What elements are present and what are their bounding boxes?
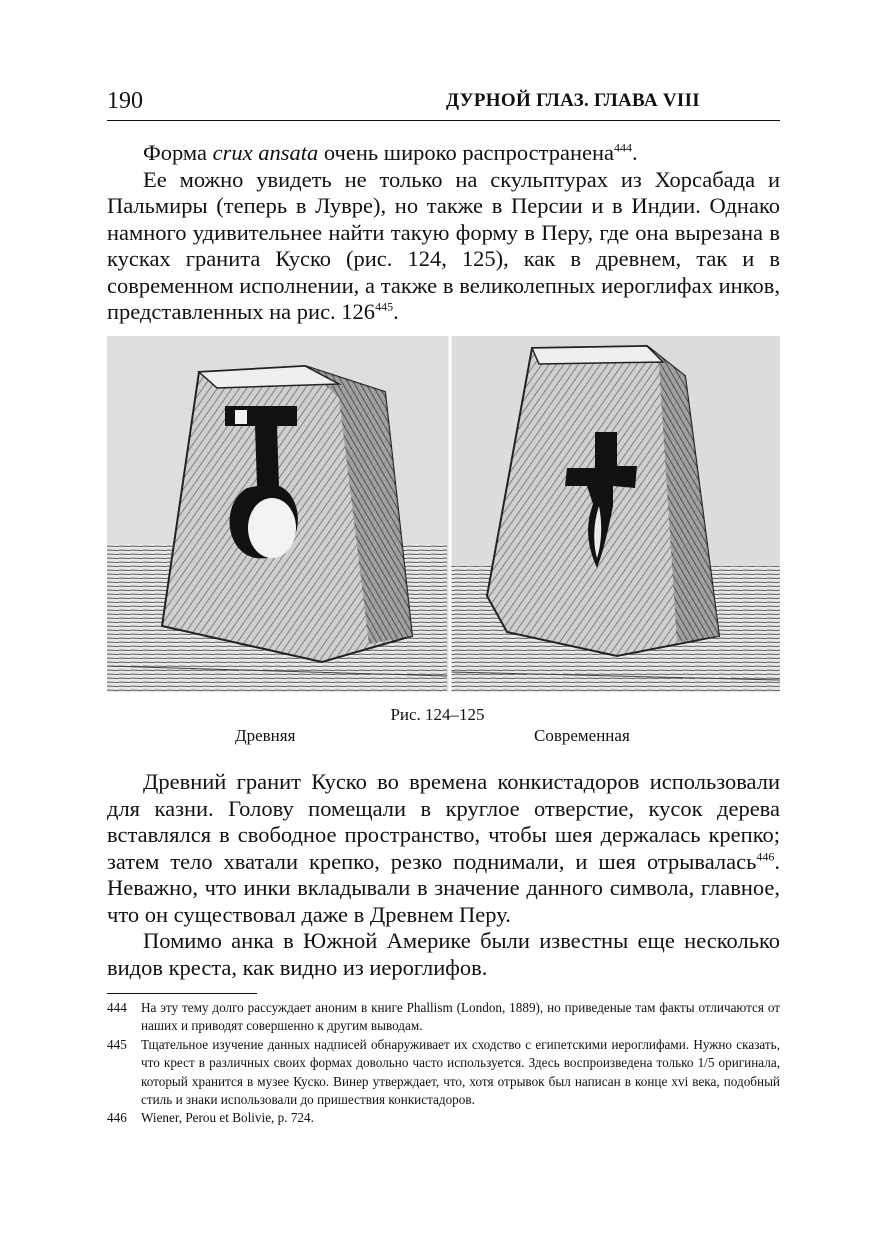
footnote-446 — [107, 1109, 780, 1127]
figure-label-modern: Современная — [534, 726, 630, 745]
paragraph-2: Ее можно увидеть не только на скульптурах из Хорсабада и Пальмиры (теперь в Лувре), но также в Персии и в Индии. Однако намного удивительнее найти такую форму в Перу, где она вырезана в кусках гранита Куско (рис. 124, 125), как в древнем, так и в современном исполнении, а также в великолепных иероглифах инков, представленных на рис. $126^{445}$. — [107, 166, 780, 324]
footnote-text: На эту тему долго рассуждает аноним в книге Phallism (London, 1889), но приведеные там факты отличаются от наших и приводят совершенно к другим выводам. — [141, 1000, 780, 1034]
figure-stone-ankh-images — [107, 336, 780, 692]
stone-illustration — [107, 336, 780, 692]
footnote-ref-446[interactable]: 446 — [756, 849, 775, 863]
text-after-figure — [107, 769, 780, 981]
footnote-number: 445 — [107, 1036, 127, 1052]
footnote-444 — [107, 999, 780, 1036]
footnote-ref-445[interactable]: 445 — [375, 299, 394, 314]
footnote-divider — [107, 993, 257, 994]
footnote-ref-444[interactable]: 444 — [614, 140, 633, 155]
latin-term: crux ansata — [212, 140, 319, 165]
footnote-text: Тщательное изучение данных надписей обнаруживает их сходство с египетскими иероглифами. Нужно сказать, что крест в различных своих формах довольно часто используется. Здесь воспроизведена только 1/5 оригинала, который хранится в музее Куско. Винер утверждает, что, хотя отрывок был написан в конце xvi века, подобный стиль и знаки использовали до пришествия конкистадоров. — [141, 1036, 780, 1108]
paragraph-4: Помимо анка в Южной Америке были известны еще несколько видов креста, как видно из иероглифов. — [107, 928, 780, 980]
footnote-number: 446 — [107, 1110, 127, 1126]
footnotes — [107, 999, 780, 1128]
text-before-figure — [107, 140, 780, 326]
figure-caption: Рис. 124–125 — [390, 705, 485, 724]
footnote-445 — [107, 1036, 780, 1110]
modern-stone-right — [450, 336, 780, 692]
footnote-number: 444 — [107, 1000, 127, 1015]
paragraph-3: Древний гранит Куско во времена конкистадоров использовали для казни. Голову помещали в круглое отверстие, кусок дерева вставлялся в свободное пространство, чтобы шея держалась крепко; затем тело хватали крепко, резко поднимали, и шея отрывалась$^{446}$. Неважно, что инки вкладывали в значение данного символа, главное, что он существовал даже в Древнем Перу. — [107, 769, 780, 927]
page-number: 190 — [107, 88, 143, 114]
running-title: ДУРНОЙ ГЛАЗ. ГЛАВА VIII — [446, 90, 700, 111]
figure-label-ancient: Древняя — [235, 726, 296, 745]
paragraph-1: Форма crux ansata очень широко распространена$^{444}$. — [143, 140, 638, 165]
footnote-text: Wiener, Perou et Bolivie, p. 724. — [141, 1110, 314, 1126]
page-header — [107, 88, 780, 121]
